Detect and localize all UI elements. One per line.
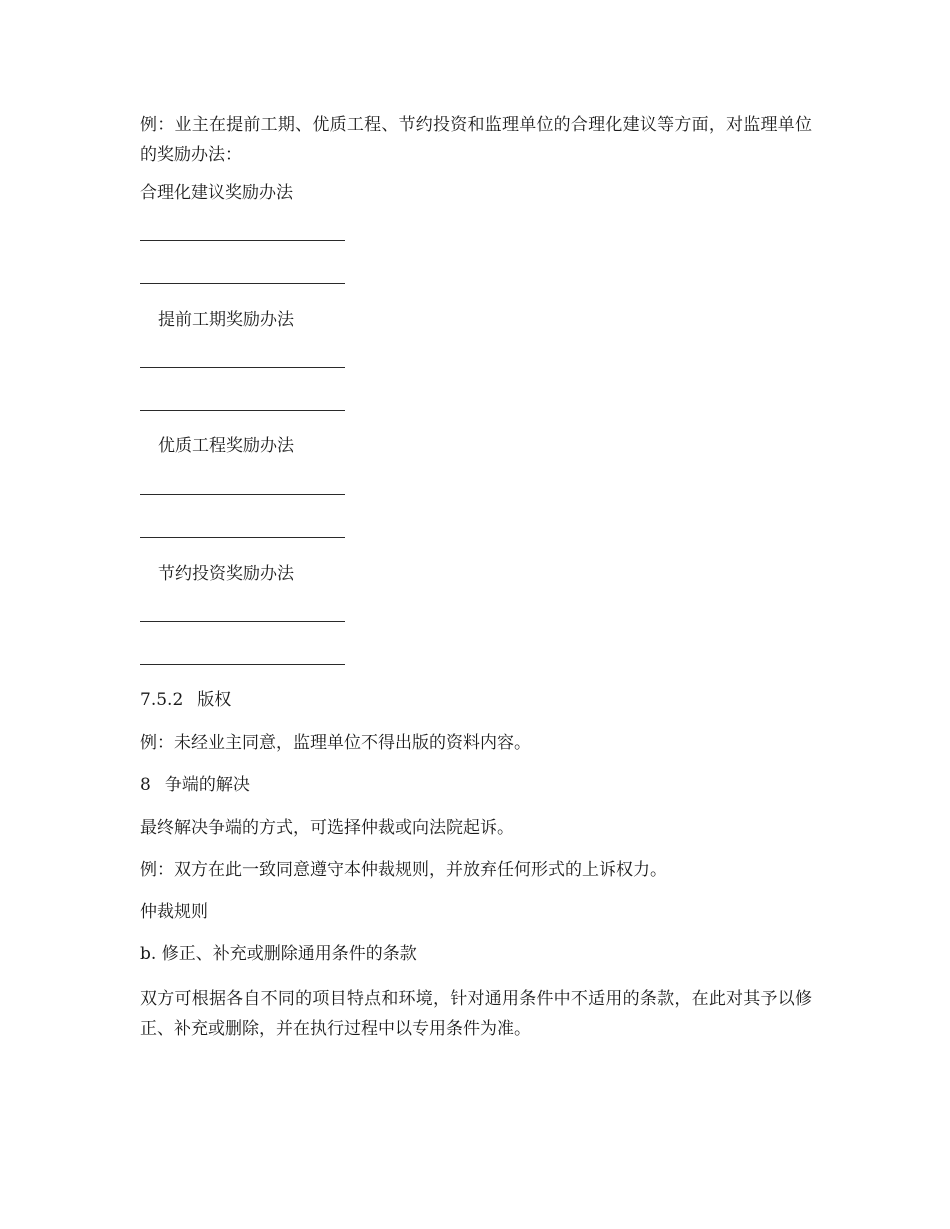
copyright-heading <box>140 687 231 713</box>
fill-in-blank-line[interactable] <box>140 494 345 495</box>
quality-project-title: 优质工程奖励办法 <box>158 436 294 456</box>
section-title: 争端的解决 <box>164 775 250 795</box>
arbitration-rules-label: 仲裁规则 <box>140 902 208 922</box>
section-number: 7.5.2 <box>140 690 184 710</box>
early-schedule-title: 提前工期奖励办法 <box>158 310 294 330</box>
rational-suggestion-title: 合理化建议奖励办法 <box>140 183 293 203</box>
dispute-example: 例：双方在此一致同意遵守本仲裁规则，并放弃任何形式的上诉权力。 <box>140 860 667 880</box>
intro-paragraph: 例：业主在提前工期、优质工程、节约投资和监理单位的合理化建议等方面，对监理单位的奖励办法： <box>140 115 812 165</box>
fill-in-blank-line[interactable] <box>140 537 345 538</box>
dispute-text: 最终解决争端的方式，可选择仲裁或向法院起诉。 <box>140 818 514 838</box>
investment-saving-title: 节约投资奖励办法 <box>158 564 294 584</box>
fill-in-blank-line[interactable] <box>140 664 345 665</box>
fill-in-blank-line[interactable] <box>140 410 345 411</box>
fill-in-blank-line[interactable] <box>140 240 345 241</box>
amend-paragraph: 双方可根据各自不同的项目特点和环境，针对通用条件中不适用的条款，在此对其予以修正、补充或删除，并在执行过程中以专用条件为准。 <box>140 989 812 1039</box>
fill-in-blank-line[interactable] <box>140 283 345 284</box>
section-number: 8 <box>140 775 151 795</box>
fill-in-blank-line[interactable] <box>140 621 345 622</box>
dispute-heading <box>140 772 250 798</box>
section-title: 版权 <box>197 690 232 710</box>
copyright-example: 例：未经业主同意，监理单位不得出版的资料内容。 <box>140 733 531 753</box>
fill-in-blank-line[interactable] <box>140 367 345 368</box>
amend-heading: b. 修正、补充或删除通用条件的条款 <box>140 944 417 964</box>
